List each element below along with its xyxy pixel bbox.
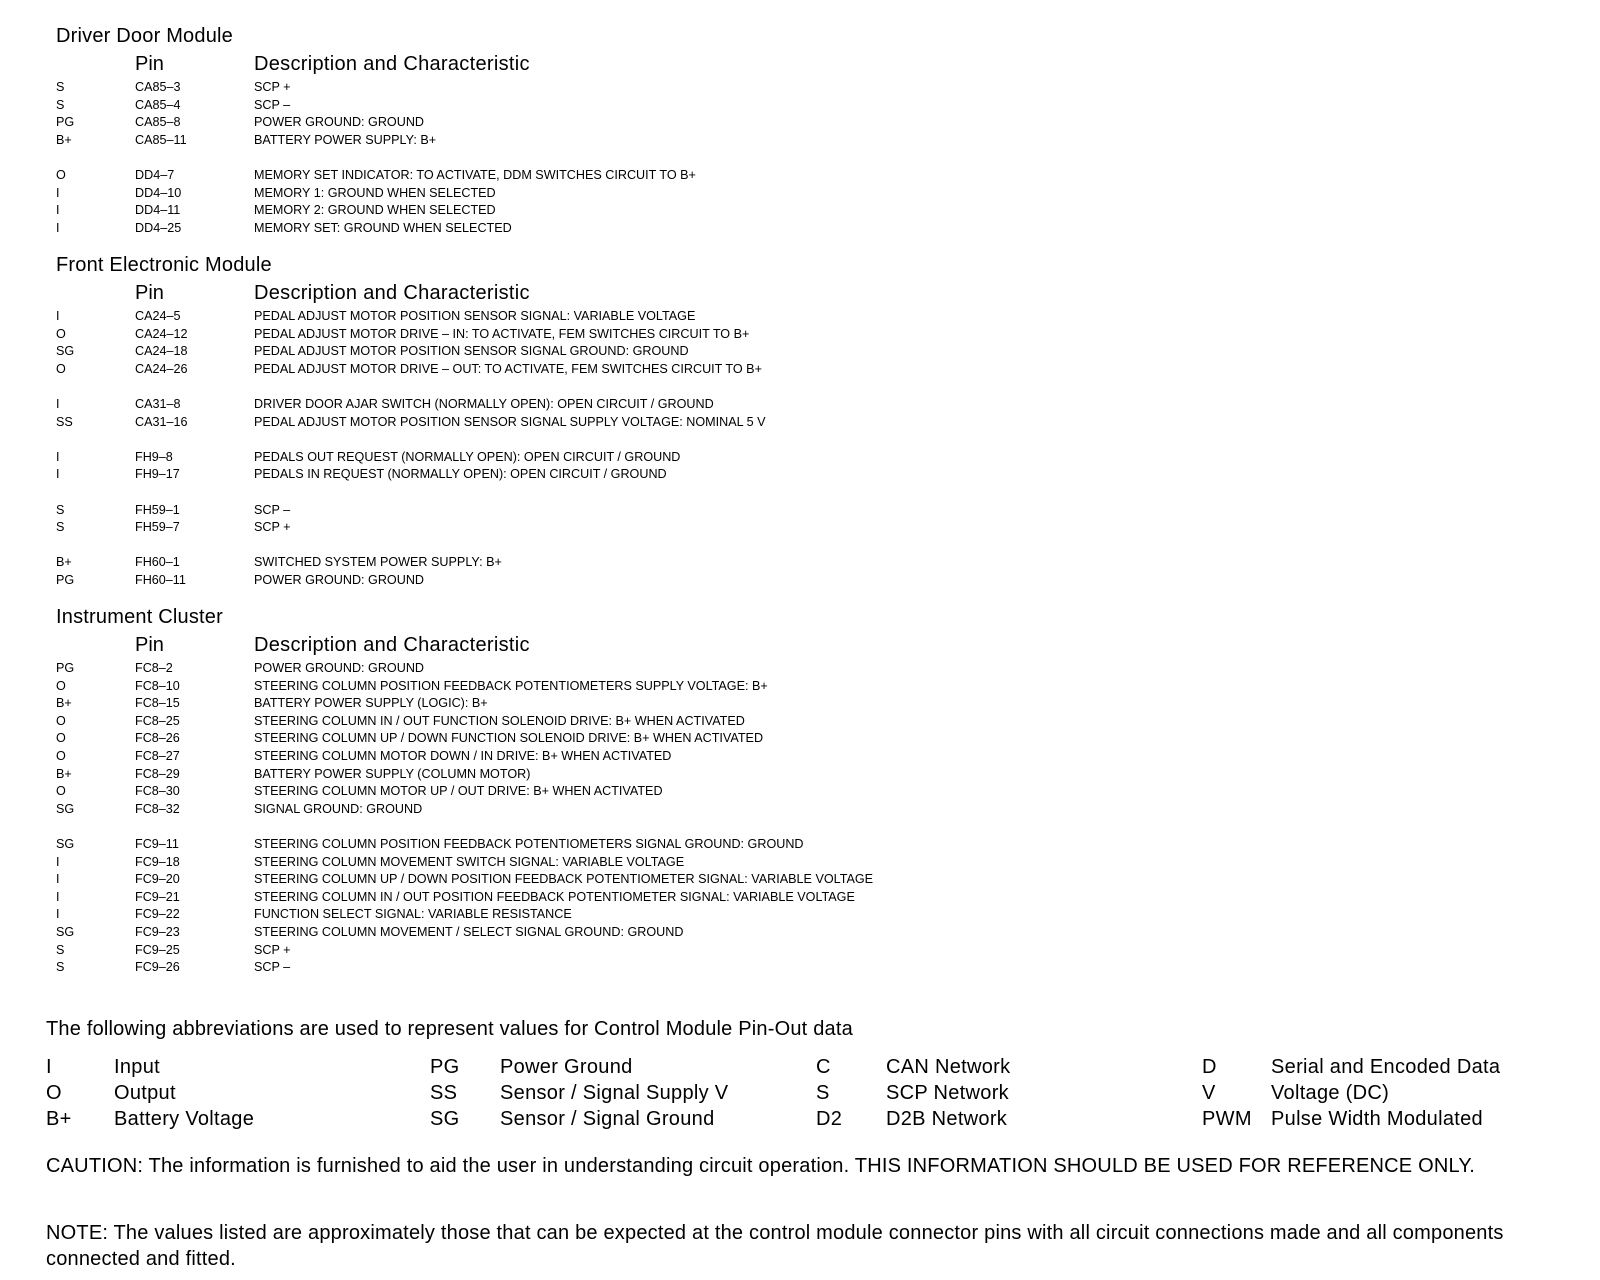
- module-section-driver-door: [56, 23, 1256, 237]
- pin-id: FH59–1: [135, 502, 180, 517]
- pin-description: PEDALS OUT REQUEST (NORMALLY OPEN): OPEN CIRCUIT / GROUND: [254, 449, 681, 464]
- signal-type: SS: [56, 414, 73, 429]
- signal-type: I: [56, 449, 60, 464]
- column-header: [56, 630, 1256, 660]
- pin-row: [56, 220, 1256, 238]
- pin-row: [56, 783, 1256, 801]
- pin-row: [56, 502, 1256, 520]
- pin-row: [56, 942, 1256, 960]
- pin-description: PEDAL ADJUST MOTOR POSITION SENSOR SIGNAL: VARIABLE VOLTAGE: [254, 309, 696, 323]
- legend-code: D: [1202, 1056, 1217, 1078]
- pin-id: FC9–21: [135, 889, 180, 904]
- description-column-header: Description and Characteristic: [254, 282, 530, 304]
- signal-type: SG: [56, 924, 75, 939]
- pin-row: [56, 713, 1256, 731]
- abbreviations-intro: The following abbreviations are used to represent values for Control Module Pin-Out data: [46, 1018, 853, 1040]
- legend-meaning: Voltage (DC): [1271, 1082, 1390, 1104]
- signal-type: B+: [56, 766, 72, 781]
- pin-description: STEERING COLUMN UP / DOWN FUNCTION SOLENOID DRIVE: B+ WHEN ACTIVATED: [254, 731, 764, 746]
- row-spacer: [56, 149, 1256, 167]
- caution-text: CAUTION: The information is furnished to aid the user in understanding circuit operation. THIS INFORMATION SHOULD BE USED FOR REFERENCE ONLY.: [46, 1155, 1476, 1177]
- pin-id: FC8–32: [135, 801, 180, 816]
- pin-description: POWER GROUND: GROUND: [254, 115, 425, 130]
- description-column-header: Description and Characteristic: [254, 53, 530, 75]
- pin-id: FC9–18: [135, 854, 180, 869]
- pin-id: CA85–11: [135, 132, 187, 147]
- pin-description: STEERING COLUMN POSITION FEEDBACK POTENTIOMETERS SUPPLY VOLTAGE: B+: [254, 678, 768, 693]
- signal-type: I: [56, 854, 60, 869]
- module-section-instrument-cluster: [56, 604, 1256, 977]
- pin-description: SIGNAL GROUND: GROUND: [254, 801, 423, 816]
- pin-id: DD4–11: [135, 203, 181, 218]
- row-spacer: [56, 537, 1256, 555]
- signal-type: S: [56, 97, 65, 112]
- pin-row: [56, 695, 1256, 713]
- signal-type: SG: [56, 836, 75, 851]
- signal-type: B+: [56, 555, 72, 570]
- signal-type: PG: [56, 572, 75, 587]
- pin-row: [56, 114, 1256, 132]
- signal-type: I: [56, 872, 60, 887]
- pin-row: [56, 730, 1256, 748]
- pin-description: BATTERY POWER SUPPLY (LOGIC): B+: [254, 696, 488, 711]
- pin-column-header: Pin: [135, 282, 164, 304]
- pin-id: FH9–8: [135, 449, 173, 464]
- pin-id: FH60–1: [135, 555, 180, 570]
- signal-type: SG: [56, 801, 75, 816]
- note-text: NOTE: The values listed are approximately those that can be expected at the control module connector pins with all circuit connections made and all components connected and fitted.: [46, 1222, 1504, 1270]
- legend-code: SS: [430, 1082, 458, 1104]
- pin-row: [56, 748, 1256, 766]
- pin-id: CA85–8: [135, 115, 181, 130]
- column-header: [56, 49, 1256, 79]
- pin-row: [56, 185, 1256, 203]
- signal-type: S: [56, 520, 65, 535]
- legend-code: S: [816, 1082, 830, 1104]
- pin-id: DD4–7: [135, 167, 175, 182]
- signal-type: O: [56, 784, 66, 799]
- pin-row: [56, 836, 1256, 854]
- signal-type: O: [56, 678, 66, 693]
- row-spacer: [56, 484, 1256, 502]
- pin-row: [56, 660, 1256, 678]
- pin-id: FH59–7: [135, 520, 180, 535]
- row-spacer: [56, 818, 1256, 836]
- pin-id: CA31–16: [135, 414, 188, 429]
- pin-row: [56, 326, 1256, 344]
- pin-row: [56, 906, 1256, 924]
- pin-description: STEERING COLUMN IN / OUT FUNCTION SOLENOID DRIVE: B+ WHEN ACTIVATED: [254, 713, 745, 728]
- legend-meaning: Power Ground: [500, 1056, 633, 1078]
- signal-type: I: [56, 889, 60, 904]
- module-title: Instrument Cluster: [56, 606, 223, 628]
- pin-id: FC9–11: [135, 836, 179, 851]
- pin-description: SWITCHED SYSTEM POWER SUPPLY: B+: [254, 555, 502, 570]
- pin-row: [56, 871, 1256, 889]
- pin-id: FC8–27: [135, 748, 180, 763]
- pin-rows: [56, 308, 1256, 590]
- legend-meaning: Battery Voltage: [114, 1108, 255, 1130]
- pin-description: STEERING COLUMN POSITION FEEDBACK POTENTIOMETERS SIGNAL GROUND: GROUND: [254, 836, 804, 851]
- pin-description: STEERING COLUMN MOVEMENT SWITCH SIGNAL: VARIABLE VOLTAGE: [254, 854, 685, 869]
- pin-description: BATTERY POWER SUPPLY: B+: [254, 132, 437, 147]
- pin-row: [56, 959, 1256, 977]
- legend-code: B+: [46, 1108, 72, 1130]
- pin-description: MEMORY SET INDICATOR: TO ACTIVATE, DDM SWITCHES CIRCUIT TO B+: [254, 167, 696, 182]
- pin-id: FC8–25: [135, 713, 180, 728]
- row-spacer: [56, 431, 1256, 449]
- module-title: Front Electronic Module: [56, 254, 272, 276]
- signal-type: O: [56, 167, 66, 182]
- pin-id: FC9–20: [135, 872, 180, 887]
- legend-meaning: Sensor / Signal Supply V: [500, 1082, 729, 1104]
- pin-row: [56, 554, 1256, 572]
- pin-id: FC8–29: [135, 766, 180, 781]
- pin-row: [56, 167, 1256, 185]
- pin-row: [56, 766, 1256, 784]
- pin-row: [56, 414, 1256, 432]
- legend-code: C: [816, 1056, 831, 1078]
- signal-type: O: [56, 326, 66, 341]
- pin-row: [56, 449, 1256, 467]
- pin-description: SCP +: [254, 80, 291, 94]
- pin-description: PEDAL ADJUST MOTOR POSITION SENSOR SIGNAL SUPPLY VOLTAGE: NOMINAL 5 V: [254, 414, 766, 429]
- pin-description: SCP –: [254, 960, 291, 975]
- signal-type: B+: [56, 696, 72, 711]
- pin-description: BATTERY POWER SUPPLY (COLUMN MOTOR): [254, 766, 531, 781]
- pin-id: FC8–2: [135, 661, 173, 675]
- signal-type: S: [56, 960, 65, 975]
- pin-row: [56, 466, 1256, 484]
- legend-meaning: Serial and Encoded Data: [1271, 1056, 1501, 1078]
- signal-type: S: [56, 80, 65, 94]
- pin-id: CA24–18: [135, 344, 188, 359]
- pin-description: MEMORY 1: GROUND WHEN SELECTED: [254, 185, 496, 200]
- signal-type: PG: [56, 115, 75, 130]
- pin-row: [56, 678, 1256, 696]
- signal-type: I: [56, 396, 60, 411]
- pin-id: FC9–25: [135, 942, 180, 957]
- pin-description: PEDAL ADJUST MOTOR POSITION SENSOR SIGNAL GROUND: GROUND: [254, 344, 689, 359]
- pin-id: FC8–30: [135, 784, 180, 799]
- pin-row: [56, 801, 1256, 819]
- legend-meaning: D2B Network: [886, 1108, 1008, 1130]
- pin-description: PEDAL ADJUST MOTOR DRIVE – IN: TO ACTIVATE, FEM SWITCHES CIRCUIT TO B+: [254, 326, 750, 341]
- pin-id: FC9–26: [135, 960, 180, 975]
- legend-code: PWM: [1202, 1108, 1252, 1130]
- module-section-front-electronic: [56, 252, 1256, 590]
- legend-meaning: SCP Network: [886, 1082, 1009, 1104]
- pin-rows: [56, 79, 1256, 237]
- signal-type: O: [56, 748, 66, 763]
- signal-type: I: [56, 203, 60, 218]
- pin-description: MEMORY SET: GROUND WHEN SELECTED: [254, 220, 512, 235]
- legend-code: D2: [816, 1108, 843, 1130]
- pin-description: SCP –: [254, 97, 291, 112]
- pin-row: [56, 97, 1256, 115]
- pin-row: [56, 132, 1256, 150]
- pin-row: [56, 854, 1256, 872]
- pin-description: STEERING COLUMN IN / OUT POSITION FEEDBACK POTENTIOMETER SIGNAL: VARIABLE VOLTAGE: [254, 889, 855, 904]
- pin-description: STEERING COLUMN UP / DOWN POSITION FEEDBACK POTENTIOMETER SIGNAL: VARIABLE VOLTAGE: [254, 872, 874, 887]
- pin-id: FC8–10: [135, 678, 180, 693]
- pin-description: SCP +: [254, 520, 291, 535]
- legend-code: O: [46, 1082, 62, 1104]
- pin-row: [56, 308, 1256, 326]
- legend-code: I: [46, 1056, 52, 1078]
- pin-id: CA24–26: [135, 361, 188, 376]
- pin-id: FH60–11: [135, 572, 186, 587]
- pin-id: CA24–12: [135, 326, 188, 341]
- pin-id: CA85–3: [135, 80, 181, 94]
- column-header: [56, 278, 1256, 308]
- signal-type: S: [56, 942, 65, 957]
- signal-type: SG: [56, 344, 75, 359]
- pin-description: POWER GROUND: GROUND: [254, 572, 425, 587]
- legend-meaning: CAN Network: [886, 1056, 1011, 1078]
- description-column-header: Description and Characteristic: [254, 634, 530, 656]
- pin-rows: [56, 660, 1256, 977]
- signal-type: O: [56, 731, 66, 746]
- pin-row: [56, 889, 1256, 907]
- pin-id: FC8–26: [135, 731, 180, 746]
- legend-meaning: Input: [114, 1056, 160, 1078]
- signal-type: O: [56, 361, 66, 376]
- pin-description: POWER GROUND: GROUND: [254, 661, 425, 675]
- legend-code: PG: [430, 1056, 460, 1078]
- pin-description: DRIVER DOOR AJAR SWITCH (NORMALLY OPEN): OPEN CIRCUIT / GROUND: [254, 396, 714, 411]
- pin-row: [56, 361, 1256, 379]
- legend-meaning: Output: [114, 1082, 176, 1104]
- legend-meaning: Pulse Width Modulated: [1271, 1108, 1483, 1130]
- abbreviations-legend: [46, 1054, 1586, 1138]
- signal-type: I: [56, 220, 60, 235]
- pin-description: SCP +: [254, 942, 291, 957]
- pin-description: SCP –: [254, 502, 291, 517]
- pin-row: [56, 924, 1256, 942]
- signal-type: O: [56, 713, 66, 728]
- module-title: Driver Door Module: [56, 25, 233, 47]
- pin-description: PEDALS IN REQUEST (NORMALLY OPEN): OPEN CIRCUIT / GROUND: [254, 467, 667, 482]
- signal-type: I: [56, 185, 60, 200]
- pin-id: FC8–15: [135, 696, 180, 711]
- pin-description: STEERING COLUMN MOTOR DOWN / IN DRIVE: B+ WHEN ACTIVATED: [254, 748, 672, 763]
- pin-id: CA24–5: [135, 309, 181, 323]
- pin-description: STEERING COLUMN MOVEMENT / SELECT SIGNAL GROUND: GROUND: [254, 924, 684, 939]
- signal-type: I: [56, 309, 60, 323]
- legend-code: V: [1202, 1082, 1216, 1104]
- signal-type: B+: [56, 132, 72, 147]
- signal-type: PG: [56, 661, 75, 675]
- pin-row: [56, 343, 1256, 361]
- signal-type: S: [56, 502, 65, 517]
- pin-row: [56, 519, 1256, 537]
- pin-id: FC9–23: [135, 924, 180, 939]
- pin-row: [56, 396, 1256, 414]
- pin-id: DD4–25: [135, 220, 182, 235]
- pin-id: DD4–10: [135, 185, 182, 200]
- pin-id: FH9–17: [135, 467, 180, 482]
- signal-type: I: [56, 907, 60, 922]
- pin-column-header: Pin: [135, 53, 164, 75]
- pin-id: CA31–8: [135, 396, 181, 411]
- pin-column-header: Pin: [135, 634, 164, 656]
- pin-row: [56, 572, 1256, 590]
- pin-description: FUNCTION SELECT SIGNAL: VARIABLE RESISTANCE: [254, 907, 572, 922]
- pin-description: MEMORY 2: GROUND WHEN SELECTED: [254, 203, 496, 218]
- pin-row: [56, 79, 1256, 97]
- legend-code: SG: [430, 1108, 460, 1130]
- pin-row: [56, 202, 1256, 220]
- legend-meaning: Sensor / Signal Ground: [500, 1108, 715, 1130]
- row-spacer: [56, 378, 1256, 396]
- signal-type: I: [56, 467, 60, 482]
- pin-id: CA85–4: [135, 97, 181, 112]
- pin-id: FC9–22: [135, 907, 180, 922]
- pin-description: PEDAL ADJUST MOTOR DRIVE – OUT: TO ACTIVATE, FEM SWITCHES CIRCUIT TO B+: [254, 361, 762, 376]
- pin-description: STEERING COLUMN MOTOR UP / OUT DRIVE: B+ WHEN ACTIVATED: [254, 784, 663, 799]
